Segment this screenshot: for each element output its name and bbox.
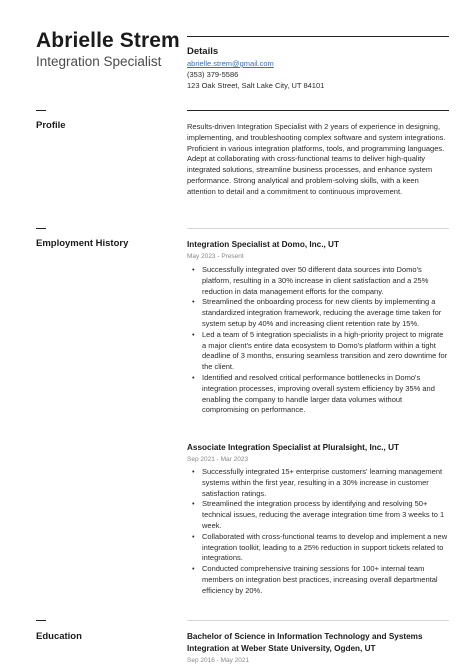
list-item: • Successfully integrated 15+ enterprise customers' learning management systems within the first year, resulting in a 30% increase in customer satisfaction ratings. xyxy=(191,467,449,499)
job-title-1: Integration Specialist at Domo, Inc., UT xyxy=(187,240,339,249)
phone-number: (353) 379-5586 xyxy=(187,70,239,79)
education-heading: Education xyxy=(36,631,82,642)
job-dates-1: May 2023 - Present xyxy=(187,253,244,260)
list-item: • Conducted comprehensive training sessions for 100+ internal team members on integration best practices, increasing overall departmental efficiency by 20%. xyxy=(191,564,449,596)
education-dates: Sep 2016 - May 2021 xyxy=(187,657,250,664)
education-top-rule xyxy=(187,620,449,621)
list-item: • Identified and resolved critical performance bottlenecks in Domo's integration processes, improving overall system efficiency by 35% and enabling the company to handle larger data volumes without compromising on performance. xyxy=(191,373,449,416)
job-bullets-2 xyxy=(191,467,449,597)
details-heading: Details xyxy=(187,46,219,57)
list-item: • Streamlined the onboarding process for new clients by implementing a standardized integration framework, reducing the average time taken for system setup by 40% and increasing client retention rate by 15%. xyxy=(191,297,449,329)
employment-heading: Employment History xyxy=(36,238,129,249)
candidate-title: Integration Specialist xyxy=(36,54,162,69)
list-item: • Collaborated with cross-functional teams to develop and implement a new integration toolkit, leading to a 25% reduction in support tickets related to integrations. xyxy=(191,532,449,564)
address: 123 Oak Street, Salt Lake City, UT 84101 xyxy=(187,81,325,90)
job-title-2: Associate Integration Specialist at Pluralsight, Inc., UT xyxy=(187,443,400,452)
candidate-name: Abrielle Strem xyxy=(36,29,180,52)
list-item: • Successfully integrated over 50 different data sources into Domo's platform, resulting in a 30% increase in client satisfaction and a 25% reduction in data management efforts for the company. xyxy=(191,265,449,297)
employment-dash xyxy=(36,228,46,229)
profile-dash xyxy=(36,110,46,111)
email-link[interactable]: abrielle.strem@gmail.com xyxy=(187,59,274,68)
employment-top-rule xyxy=(187,228,449,229)
profile-heading: Profile xyxy=(36,120,66,131)
education-dash xyxy=(36,620,46,621)
list-item: • Streamlined the integration process by identifying and resolving 50+ technical issues, reducing the average integration time from 3 weeks to 1 week. xyxy=(191,499,449,531)
education-degree: Bachelor of Science in Information Technology and Systems Integration at Weber State University, Ogden, UT xyxy=(187,632,423,653)
job-bullets-1 xyxy=(191,265,449,416)
profile-top-rule xyxy=(187,110,449,111)
list-item: • Led a team of 5 integration specialists in a high-priority project to migrate a major client's entire data ecosystem to Domo's platform within a tight deadline of 3 months, ensuring seamless transition and zero downtime for the client. xyxy=(191,330,449,373)
profile-summary: Results-driven Integration Specialist with 2 years of experience in designing, implementing, and troubleshooting complex software and system integrations. Proficient in various integration platforms, tools, and programming languages. Adept at collaborating with cross-functional teams to deliver high-quality integrated solutions, streamline business processes, and enhance system performance. Strong analytical and problem-solving skills, with a keen attention to detail and a commitment to continuous improvement. xyxy=(187,122,446,196)
details-top-rule xyxy=(187,36,449,37)
job-dates-2: Sep 2021 - Mar 2023 xyxy=(187,456,249,463)
email-line xyxy=(187,59,274,68)
